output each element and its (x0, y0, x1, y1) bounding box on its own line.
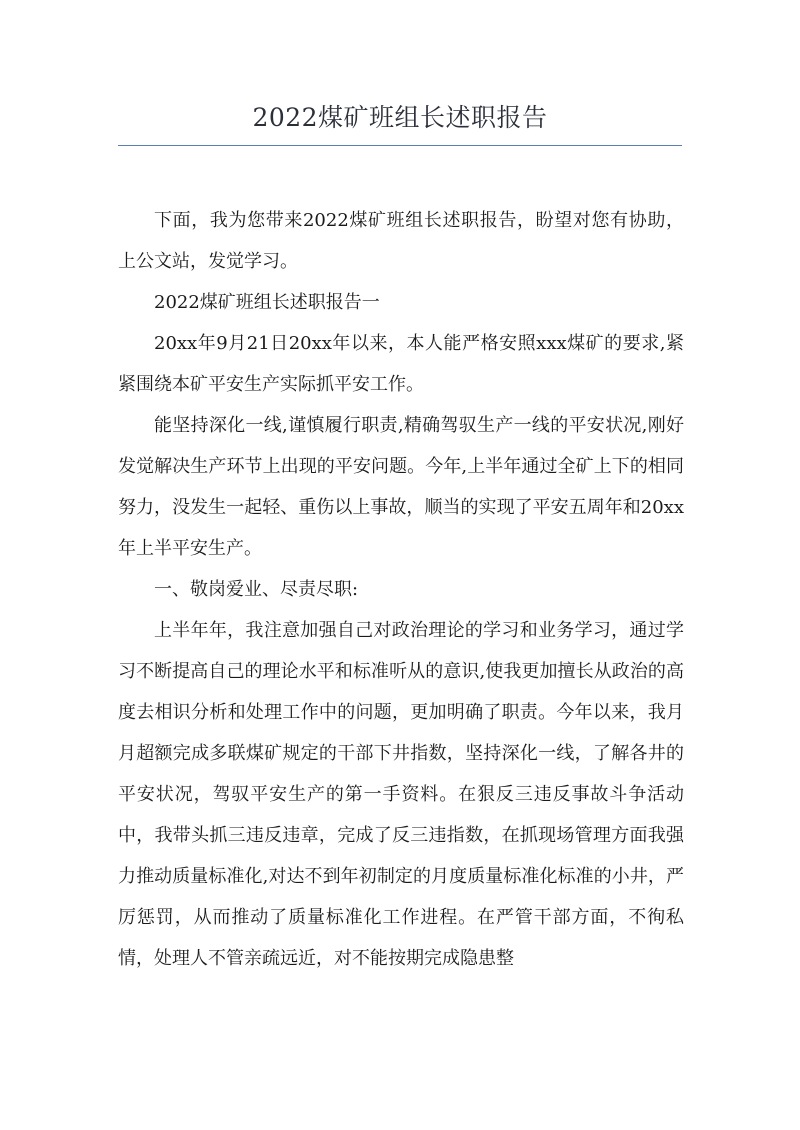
paragraph-subtitle: 2022煤矿班组长述职报告一 (154, 292, 380, 313)
paragraph-section-heading: 一、敬岗爱业、尽责尽职: (154, 579, 359, 600)
paragraph-summary: 能坚持深化一线,谨慎履行职责,精确驾驭生产一线的平安状况,刚好发觉解决生产环节上出现的平安问题。今年,上半年通过全矿上下的相同努力，没发生一起轻、重伤以上事故，顺当的实现了平安五周年和20xx年上半平安生产。 (118, 415, 684, 559)
paragraph-intro: 下面，我为您带来2022煤矿班组长述职报告，盼望对您有协助，上公文站，发觉学习。 (118, 210, 684, 272)
paragraph-section-body: 上半年年，我注意加强自己对政治理论的学习和业务学习，通过学习不断提高自己的理论水平和标准听从的意识,使我更加擅长从政治的高度去相识分析和处理工作中的问题，更加明确了职责。今年以来，我月月超额完成多联煤矿规定的干部下井指数，坚持深化一线，了解各井的平安状况，驾驭平安生产的第一手资料。在狠反三违反事故斗争活动中，我带头抓三违反违章，完成了反三违指数，在抓现场管理方面我强力推动质量标准化,对达不到年初制定的月度质量标准化标准的小井，严厉惩罚，从而推动了质量标准化工作进程。在严管干部方面，不徇私情，处理人不管亲疏远近，对不能按期完成隐患整 (118, 620, 684, 969)
title-divider (118, 145, 682, 146)
document-title: 2022煤矿班组长述职报告 (252, 103, 548, 132)
paragraph-opening: 20xx年9月21日20xx年以来，本人能严格安照xxx煤矿的要求,紧紧围绕本矿平安生产实际抓平安工作。 (118, 333, 684, 395)
document-body (118, 200, 684, 979)
